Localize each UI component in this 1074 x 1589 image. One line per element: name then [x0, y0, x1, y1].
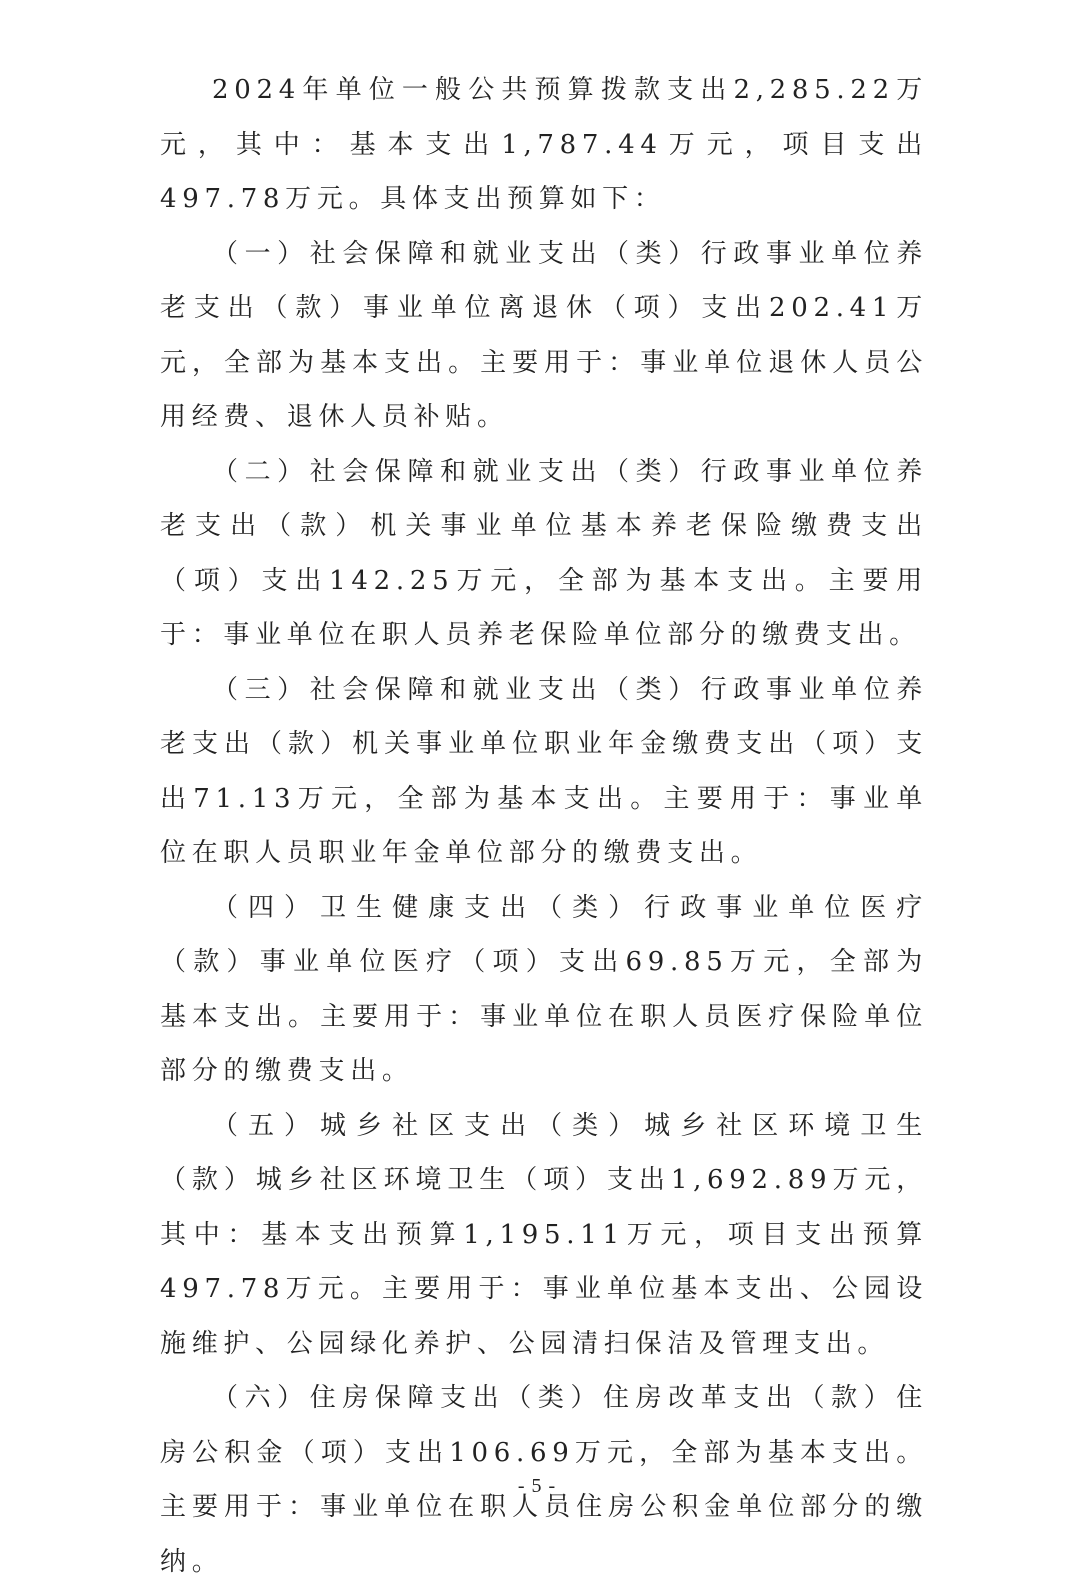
page-number: - 5 -: [517, 1475, 557, 1497]
paragraph-item-1: （一）社会保障和就业支出（类）行政事业单位养老支出（款）事业单位离退休（项）支出202.41万元，全部为基本支出。主要用于：事业单位退休人员公用经费、退休人员补贴。: [160, 238, 928, 432]
paragraph-item-2: （二）社会保障和就业支出（类）行政事业单位养老支出（款）机关事业单位基本养老保险缴费支出（项）支出142.25万元，全部为基本支出。主要用于：事业单位在职人员养老保险单位部分的缴费支出。: [160, 456, 928, 650]
paragraph-item-5: （五）城乡社区支出（类）城乡社区环境卫生（款）城乡社区环境卫生（项）支出1,692.89万元，其中：基本支出预算1,195.11万元，项目支出预算497.78万元。主要用于：事业单位基本支出、公园设施维护、公园绿化养护、公园清扫保洁及管理支出。: [160, 1110, 928, 1359]
paragraph-item-3: （三）社会保障和就业支出（类）行政事业单位养老支出（款）机关事业单位职业年金缴费支出（项）支出71.13万元，全部为基本支出。主要用于：事业单位在职人员职业年金单位部分的缴费支出。: [160, 674, 928, 868]
paragraph-item-6: （六）住房保障支出（类）住房改革支出（款）住房公积金（项）支出106.69万元，全部为基本支出。主要用于：事业单位在职人员住房公积金单位部分的缴纳。: [160, 1383, 928, 1577]
document-body: [160, 63, 928, 1589]
paragraph-item-4: （四）卫生健康支出（类）行政事业单位医疗（款）事业单位医疗（项）支出69.85万元，全部为基本支出。主要用于：事业单位在职人员医疗保险单位部分的缴费支出。: [160, 892, 928, 1086]
paragraph-summary: 2024年单位一般公共预算拨款支出2,285.22万元，其中：基本支出1,787.44万元，项目支出497.78万元。具体支出预算如下：: [160, 75, 928, 214]
